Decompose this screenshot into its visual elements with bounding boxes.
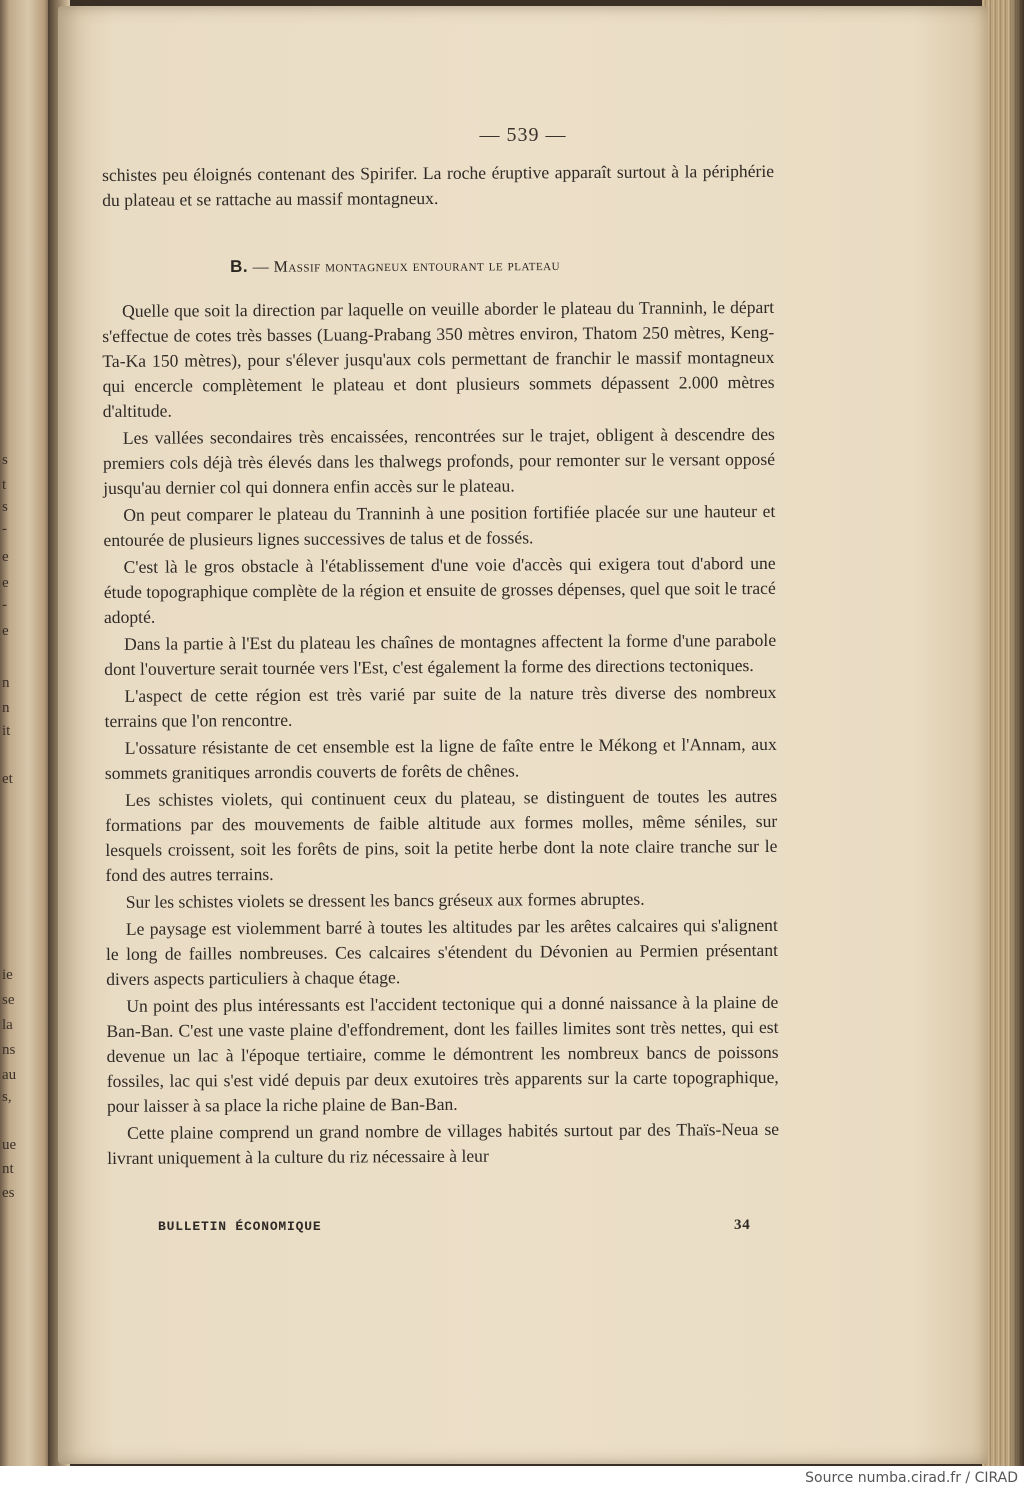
left-margin-fragment: se <box>2 992 15 1008</box>
intro-text: schistes peu éloignés contenant des Spirifer. La roche éruptive apparaît surtout à la périphérie du plateau et se rattache au massif montagneux. <box>102 160 775 210</box>
paragraph: Cette plaine comprend un grand nombre de villages habités surtout par des Thaïs-Neua se livrant uniquement à la culture du riz nécessaire à leur <box>107 1118 780 1168</box>
left-margin-fragment: it <box>2 723 11 739</box>
left-margin-fragment: la <box>2 1017 13 1033</box>
left-margin-fragment: au <box>2 1067 17 1083</box>
paragraph: Dans la partie à l'Est du plateau les chaînes de montagnes affectent la forme d'une parabole dont l'ouverture serait tournée vers l'Est, c'est également la forme des directions tectoniques. <box>104 629 777 679</box>
left-margin-fragment: ie <box>2 967 13 983</box>
paragraph: L'aspect de cette région est très varié par suite de la nature très diverse des nombreux terrains que l'on rencontre. <box>104 681 777 731</box>
paragraph: Les schistes violets, qui continuent ceux du plateau, se distinguent de toutes les autres formations par des mouvements de faible altitude aux formes molles, même séniles, sur lesquels croissent, soit les forêts de pins, soit la petite herbe dont la note claire tranche sur le fond des autres terrains. <box>105 785 778 885</box>
left-margin-fragment: ns <box>2 1042 16 1058</box>
left-margin-fragment: - <box>2 597 7 613</box>
left-margin-fragment: nt <box>2 1161 14 1177</box>
left-margin-fragment: n <box>2 675 10 691</box>
paragraph: Le paysage est violemment barré à toutes les altitudes par les arêtes calcaires qui s'alignent le long de failles nombreuses. Ces calcaires s'étendent du Dévonien au Permien présentant divers aspects particuliers à chaque étage. <box>105 914 779 989</box>
intro-paragraph <box>102 159 774 213</box>
left-margin-fragment: ue <box>2 1137 17 1153</box>
left-margin-fragment: e <box>2 623 9 639</box>
left-page-fragment <box>0 0 52 1466</box>
page-footer <box>158 1219 758 1234</box>
page-number: — 539 — <box>479 124 567 146</box>
left-margin-fragment: e <box>2 549 9 565</box>
section-letter: B. <box>230 256 249 276</box>
left-margin-fragment: s <box>2 452 8 468</box>
paragraph: Quelle que soit la direction par laquelle on veuille aborder le plateau du Tranninh, le départ s'effectue de cotes très basses (Luang-Prabang 350 mètres environ, Thatom 250 mètres, Keng-Ta-Ka 150 mètres), pour s'élever jusqu'aux cols permettant de franchir le massif montagneux qui encercle complètement le plateau et dont plusieurs sommets dépassent 2.000 mètres d'altitude. <box>102 296 775 421</box>
paragraph: On peut comparer le plateau du Tranninh à une position fortifiée placée sur une hauteur et entourée de plusieurs lignes successives de talus et de fossés. <box>103 500 776 550</box>
left-margin-fragment: t <box>2 477 7 493</box>
left-margin-fragment: es <box>2 1185 15 1201</box>
left-margin-fragment: s, <box>2 1089 12 1105</box>
page-edges-shadow <box>1010 0 1024 1466</box>
paragraph: Un point des plus intéressants est l'accident tectonique qui a donné naissance à la plaine de Ban-Ban. C'est une vaste plaine d'effondrement, dont les failles limites sont très nettes, qui est devenue un lac à l'époque tertiaire, comme le démontrent les nombreux bancs de poissons fossiles, lac qui s'est vidé depuis par deux exutoires très apparents sur la carte topographique, pour laisser à sa place la riche plaine de Ban-Ban. <box>106 991 779 1116</box>
paragraph: C'est là le gros obstacle à l'établissement d'une voie d'accès qui exigera tout d'abord une étude topographique complète de la région et ensuite de grosses dépenses, quel que soit le tracé adopté. <box>103 552 776 627</box>
left-margin-fragment: s <box>2 499 8 515</box>
footer-title: BULLETIN ÉCONOMIQUE <box>158 1219 322 1234</box>
paragraph: Sur les schistes violets se dressent les bancs gréseux aux formes abruptes. <box>125 888 645 912</box>
book-page <box>58 6 988 1464</box>
body-text <box>102 295 779 1173</box>
left-margin-fragment: n <box>2 700 10 716</box>
section-title: — Massif montagneux entourant le plateau <box>252 256 561 276</box>
left-margin-fragment: et <box>2 771 13 787</box>
source-credit: Source numba.cirad.fr / CIRAD <box>805 1470 1018 1486</box>
signature-mark: 34 <box>734 1217 751 1233</box>
left-margin-fragment: e <box>2 575 9 591</box>
source-bar <box>0 1466 1024 1492</box>
left-margin-fragment: - <box>2 521 7 537</box>
paragraph: Les vallées secondaires très encaissées, rencontrées sur le trajet, obligent à descendre des premiers cols déjà très élevés dans les thalwegs profonds, pour remonter sur le versant opposé jusqu'au dernier col qui donnera enfin accès sur le plateau. <box>102 423 776 498</box>
paragraph: L'ossature résistante de cet ensemble est la ligne de faîte entre le Mékong et l'Annam, aux sommets granitiques arrondis couverts de forêts de chênes. <box>104 733 777 783</box>
section-heading <box>230 255 560 277</box>
